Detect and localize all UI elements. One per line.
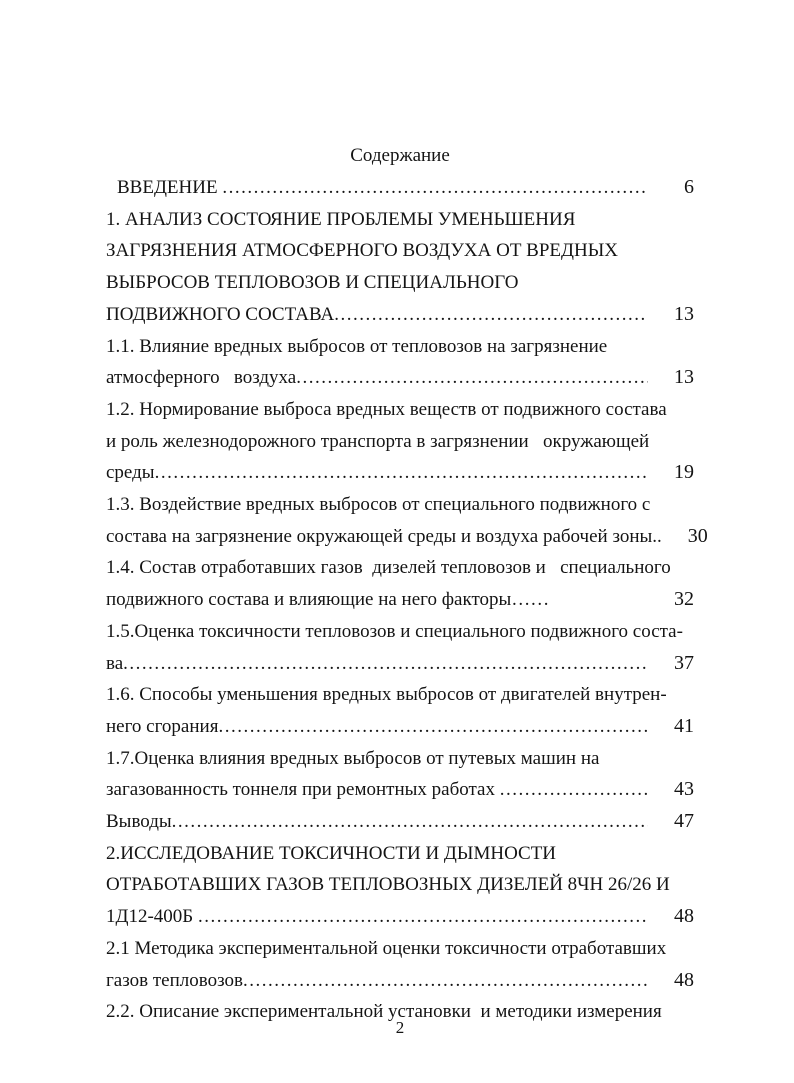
toc-line-text: 2.ИССЛЕДОВАНИЕ ТОКСИЧНОСТИ И ДЫМНОСТИ (106, 842, 557, 864)
toc-page-number: 19 (674, 461, 694, 484)
toc-line (106, 711, 694, 743)
toc-line-text: него сгорания (106, 715, 219, 737)
toc-line (106, 457, 694, 489)
toc-line (106, 869, 694, 901)
toc-line-text: ва (106, 652, 124, 674)
dot-leader (243, 965, 648, 997)
toc-line (106, 172, 694, 204)
toc-line (106, 552, 694, 584)
toc-line-text: 2.1 Методика экспериментальной оценки токсичности отработавших (106, 937, 667, 959)
toc-page-number: 32 (674, 588, 694, 611)
footer-page-number: 2 (395, 1018, 405, 1037)
dot-leader (172, 806, 648, 838)
toc-page-number: 48 (674, 905, 694, 928)
toc-line-text: 1.2. Нормирование выброса вредных веществ от подвижного состава (106, 398, 667, 420)
toc-page-number: 13 (674, 302, 694, 325)
toc-line (106, 679, 694, 711)
toc-line-text: загазованность тоннеля при ремонтных работах (106, 779, 500, 801)
toc-page-number: 6 (684, 176, 694, 198)
toc-line (106, 901, 694, 933)
toc-line (106, 426, 694, 458)
toc-line (106, 235, 694, 267)
toc-line (106, 616, 694, 648)
toc-line-text: состава на загрязнение окружающей среды и воздуха рабочей зоны.. (106, 525, 662, 547)
toc-line-text: 1.1. Влияние вредных выбросов от тепловозов на загрязнение (106, 335, 608, 357)
toc-page-number: 37 (674, 651, 694, 674)
toc-line-text: ОТРАБОТАВШИХ ГАЗОВ ТЕПЛОВОЗНЫХ ДИЗЕЛЕЙ 8ЧН 26/26 И (106, 874, 670, 896)
toc-line (106, 933, 694, 965)
toc-line (106, 743, 694, 775)
toc-page-number: 48 (674, 968, 694, 991)
toc-line-text: и роль железнодорожного транспорта в загрязнении окружающей (106, 430, 650, 452)
toc-line (106, 267, 694, 299)
toc-line (106, 521, 708, 553)
toc-line (106, 838, 694, 870)
page-title: Содержание (350, 145, 450, 166)
toc-line (106, 299, 694, 331)
dot-leader (218, 711, 648, 743)
toc-line-text: ПОДВИЖНОГО СОСТАВА (106, 303, 335, 325)
dot-leader (334, 299, 648, 331)
dot-leader (155, 457, 648, 489)
toc-line-text: ВВЕДЕНИЕ (117, 177, 223, 198)
toc-line-text: подвижного состава и влияющие на него факторы…… (106, 589, 550, 611)
toc-line (106, 774, 694, 806)
toc-line (106, 584, 694, 616)
toc-line-text: 1.3. Воздействие вредных выбросов от специального подвижного с (106, 494, 651, 516)
toc-line-text: 2.2. Описание экспериментальной установки и методики измерения (106, 1001, 662, 1023)
table-of-contents (106, 172, 708, 1028)
toc-line-text: среды (106, 462, 155, 484)
toc-line (106, 489, 694, 521)
dot-leader (500, 774, 648, 806)
toc-page-number: 43 (674, 778, 694, 801)
toc-line (106, 331, 694, 363)
dot-leader (296, 362, 648, 394)
toc-page-number: 41 (674, 714, 694, 737)
toc-line (106, 806, 694, 838)
toc-line-text: 1. АНАЛИЗ СОСТОЯНИЕ ПРОБЛЕМЫ УМЕНЬШЕНИЯ (106, 208, 576, 230)
toc-line-text: Выводы (106, 811, 172, 833)
toc-line (106, 362, 694, 394)
toc-line-text: газов тепловозов (106, 969, 243, 991)
toc-page-number: 30 (687, 524, 708, 547)
toc-line-text: 1.5.Оценка токсичности тепловозов и специального подвижного соста- (106, 620, 683, 642)
toc-line (106, 648, 694, 680)
toc-line (106, 204, 694, 236)
dot-leader (198, 901, 648, 933)
toc-page-number: 13 (674, 366, 694, 389)
toc-line-text: атмосферного воздуха (106, 367, 297, 389)
toc-line-text: 1Д12-400Б (106, 906, 198, 928)
dot-leader (123, 648, 648, 680)
toc-line (106, 394, 694, 426)
toc-line-text: 1.4. Состав отработавших газов дизелей тепловозов и специального (106, 557, 671, 579)
toc-line-text: ЗАГРЯЗНЕНИЯ АТМОСФЕРНОГО ВОЗДУХА ОТ ВРЕДНЫХ (106, 240, 618, 262)
toc-line-text: 1.7.Оценка влияния вредных выбросов от путевых машин на (106, 747, 600, 769)
toc-line-text: ВЫБРОСОВ ТЕПЛОВОЗОВ И СПЕЦИАЛЬНОГО (106, 272, 519, 294)
dot-leader (222, 172, 648, 204)
toc-line-text: 1.6. Способы уменьшения вредных выбросов от двигателей внутрен- (106, 684, 667, 706)
toc-page-number: 47 (674, 810, 694, 833)
toc-line (106, 965, 694, 997)
